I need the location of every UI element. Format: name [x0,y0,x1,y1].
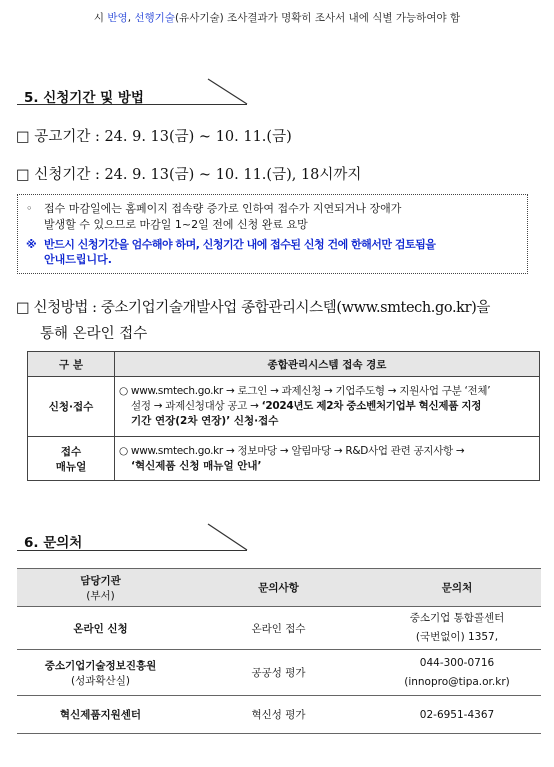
contact-info [373,650,541,696]
route-manual-line-2-bold: ‘혁신제품 신청 매뉴얼 안내’ [131,459,262,472]
notice-box [17,194,528,274]
table-row [17,607,541,650]
route-header-path: 종합관리시스템 접속 경로 [115,352,540,377]
announcement-period: □ 공고기간 : 24. 9. 13(금) ~ 10. 11.(금) [16,129,292,145]
notice-line-2: 발생할 수 있으므로 마감일 1~2일 전에 신청 완료 요망 [44,218,308,231]
access-route-table [27,351,540,481]
contact-header-topic: 문의사항 [184,569,373,607]
route-bullet: ○ [119,444,128,457]
contact-info: 02-6951-4367 [373,696,541,734]
warning-line-1: 반드시 신청기간을 엄수해야 하며, 신청기간 내에 접수된 신청 건에 한해서만 검토됨을 [44,238,436,251]
contact-info-line-1: 중소기업 통합콜센터 [409,612,505,624]
route-table-header-row [28,352,540,377]
contact-info-line-2: (국번없이) 1357, [415,631,499,643]
contact-org [17,650,184,696]
contact-org: 혁신제품지원센터 [17,696,184,734]
table-row [17,696,541,734]
route-row-label-manual [28,437,115,481]
route-row-path-apply [115,377,540,437]
section-6-title-slash [200,523,250,553]
application-method-line-1: □ 신청방법 : 중소기업기술개발사업 종합관리시스템(www.smtech.go.kr)을 [16,300,490,316]
application-period: □ 신청기간 : 24. 9. 13(금) ~ 10. 11.(금), 18시까지 [16,167,362,183]
contact-info [373,607,541,650]
contact-header-org [17,569,184,607]
notice-line-1: 접수 마감일에는 홈페이지 접속량 증가로 인하여 접수가 지연되거나 장애가 [44,202,402,215]
top-note-part-5: (유사기술) 조사결과가 명확히 조사서 내에 식별 가능하여야 함 [174,12,461,24]
route-apply-line-3-bold: 기간 연장(2차 연장)’ 신청·접수 [131,415,279,427]
contact-topic: 온라인 접수 [184,607,373,650]
section-5-title-slash [200,78,250,108]
top-note-part-1: 시 [93,12,108,24]
contact-org-sub: (성과확산실) [71,674,130,687]
route-bullet: ○ [119,385,128,397]
top-note-highlight-2: 선행기술 [134,12,175,24]
section-6-title: 6. 문의처 [24,535,83,551]
contact-table-header-row [17,569,541,607]
contact-org: 온라인 신청 [17,607,184,650]
table-row [17,650,541,696]
route-manual-label-line-2: 매뉴얼 [55,460,87,473]
contact-org-name: 중소기업기술정보진흥원 [44,659,157,672]
warning-mark: ※ [26,238,37,251]
route-apply-line-2-bold: ‘2024년도 제2차 중소벤처기업부 혁신제품 지정 [261,400,482,412]
route-row-path-manual [115,437,540,481]
section-5-title: 5. 신청기간 및 방법 [24,90,144,106]
contact-topic: 혁신성 평가 [184,696,373,734]
route-row-label-apply: 신청·접수 [28,377,115,437]
route-header-category: 구 분 [28,352,115,377]
route-manual-label-line-1: 접수 [60,445,82,458]
contact-info-line-1: 044-300-0716 [419,656,495,669]
route-apply-line-1: www.smtech.go.kr → 로그인 → 과제신청 → 기업주도형 → 지원사업 구분 ‘전체’ [130,385,491,397]
contact-header-org-line-1: 담당기관 [80,574,121,587]
notice-bullet: ◦ [26,202,33,215]
warning-line-2: 안내드립니다. [44,253,112,266]
table-row [28,437,540,481]
contact-header-contact: 문의처 [373,569,541,607]
contact-table [17,568,541,734]
contact-info-line-2: (innopro@tipa.or.kr) [404,675,510,688]
top-continuation-note [0,10,554,25]
contact-header-org-line-2: (부서) [86,589,115,602]
table-row [28,377,540,437]
route-apply-line-2: 설정 → 과제신청대상 공고 → [131,400,262,412]
application-method-line-2: 통해 온라인 접수 [40,326,148,342]
route-manual-line-1: www.smtech.go.kr → 정보마당 → 알림마당 → R&D사업 관련 공지사항 → [130,444,465,457]
top-note-highlight-1: 반영 [107,12,128,24]
top-note-part-3: , [127,12,135,24]
contact-topic: 공공성 평가 [184,650,373,696]
